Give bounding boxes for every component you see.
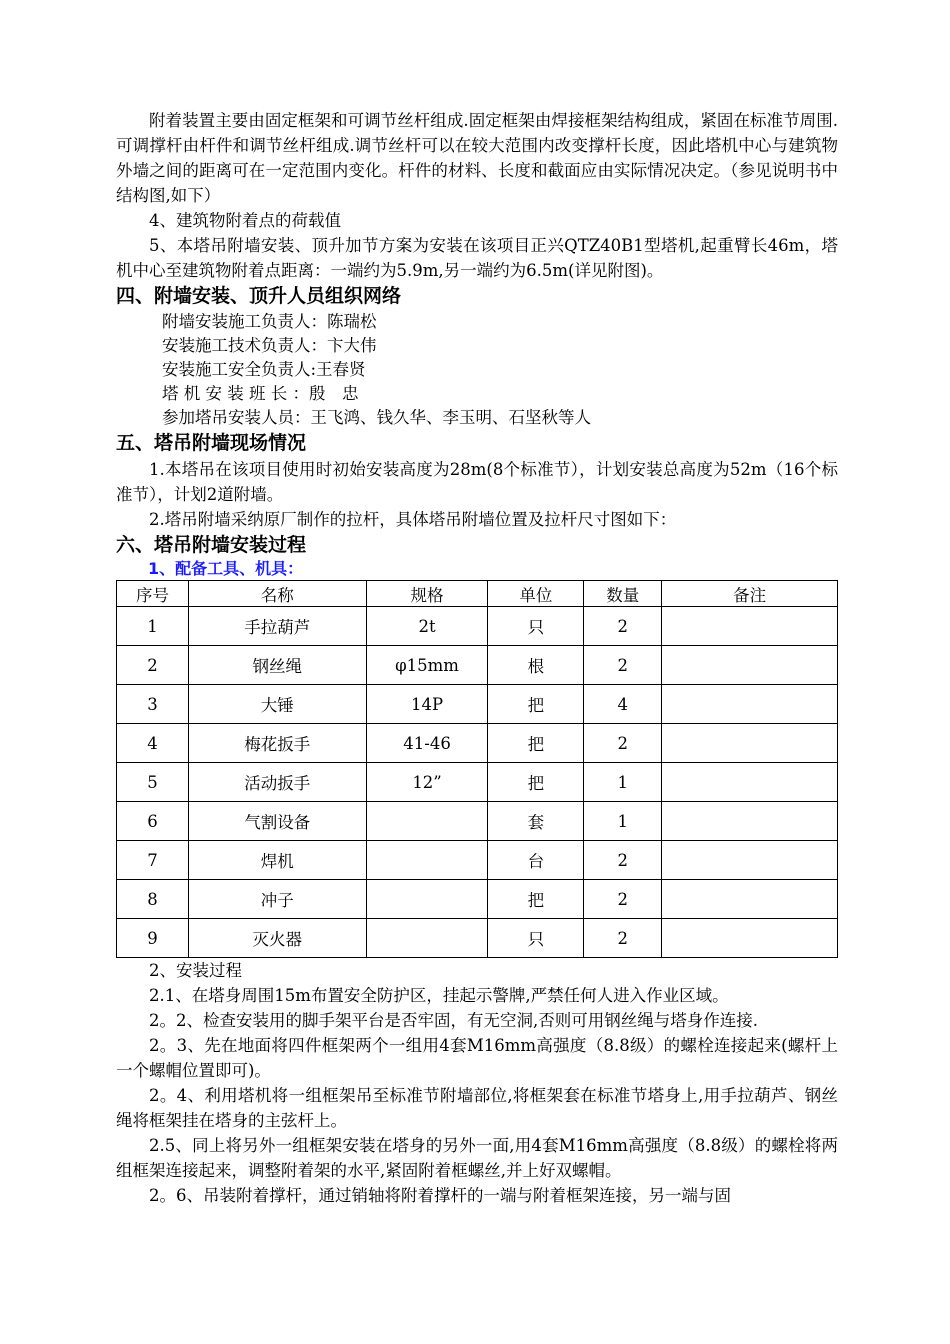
intro-paragraph: 附着装置主要由固定框架和可调节丝杆组成.固定框架由焊接框架结构组成，紧固在标准节周围.可调撑杆由杆件和调节丝杆组成.调节丝杆可以在较大范围内改变撑杆长度，因此塔机中心与建筑物外墙之间的距离可在一定范围内变化。杆件的材料、长度和截面应由实际情况决定。（参见说明书中结构图,如下） [116,111,838,205]
table-cell: 大锤 [188,685,366,724]
section-6-heading: 六、塔吊附墙安装过程 [116,534,307,556]
table-cell: 钢丝绳 [188,646,366,685]
tools-table [116,580,838,958]
table-row [117,685,838,724]
table-cell [662,646,838,685]
header-cell: 数量 [584,581,662,607]
table-cell: 把 [488,685,584,724]
table-cell: 冲子 [188,880,366,919]
table-cell [366,802,488,841]
section-5-paragraph-1: 1.本塔吊在该项目使用时初始安装高度为28m(8个标准节），计划安装总高度为52m（16个标准节），计划2道附墙。 [116,460,838,504]
table-row [117,880,838,919]
step-paragraph: 2.5、同上将另外一组框架安装在塔身的另外一面,用4套M16mm高强度（8.8级）的螺栓将两组框架连接起来，调整附着架的水平,紧固附着框螺丝,并上好双螺帽。 [116,1136,838,1180]
table-cell: 气割设备 [188,802,366,841]
table-cell: 套 [488,802,584,841]
table-cell: 1 [584,802,662,841]
table-row [117,919,838,958]
table-cell: 3 [117,685,189,724]
table-cell: 4 [117,724,189,763]
staff-line: 参加塔吊安装人员：王飞鸿、钱久华、李玉明、石坚秋等人 [162,408,591,427]
step-paragraph: 2。6、吊装附着撑杆，通过销轴将附着撑杆的一端与附着框架连接，另一端与固 [149,1186,731,1205]
table-row [117,802,838,841]
table-cell: 只 [488,919,584,958]
staff-list [116,310,838,430]
staff-line: 附墙安装施工负责人：陈瑞松 [162,312,377,331]
table-cell: 手拉葫芦 [188,607,366,646]
table-cell [366,919,488,958]
table-cell [366,880,488,919]
table-cell: 1 [584,763,662,802]
table-cell: 活动扳手 [188,763,366,802]
table-cell: 14P [366,685,488,724]
table-cell [662,880,838,919]
step-paragraph: 2。2、检查安装用的脚手架平台是否牢固，有无空洞,否则可用钢丝绳与塔身作连接. [149,1011,758,1030]
table-cell: 台 [488,841,584,880]
table-row [117,607,838,646]
table-cell [662,685,838,724]
table-cell: 7 [117,841,189,880]
header-cell: 名称 [188,581,366,607]
table-cell: φ15mm [366,646,488,685]
table-cell: 梅花扳手 [188,724,366,763]
table-cell: 8 [117,880,189,919]
table-row [117,724,838,763]
install-process-heading: 2、安装过程 [149,961,242,980]
staff-line: 安装施工技术负责人：卞大伟 [162,336,377,355]
table-cell: 2t [366,607,488,646]
table-header-row [117,581,838,607]
table-row [117,763,838,802]
step-paragraph: 2。4、利用塔机将一组框架吊至标准节附墙部位,将框架套在标准节塔身上,用手拉葫芦、钢丝绳将框架挂在塔身的主弦杆上。 [116,1086,838,1130]
table-cell [366,841,488,880]
table-cell [662,841,838,880]
tools-subheading: 1、配备工具、机具： [148,559,304,578]
staff-line: 安装施工安全负责人:王春贤 [162,360,366,379]
table-cell: 把 [488,880,584,919]
table-cell: 焊机 [188,841,366,880]
table-row [117,841,838,880]
header-cell: 规格 [366,581,488,607]
header-cell: 单位 [488,581,584,607]
table-cell [662,919,838,958]
table-cell [662,802,838,841]
table-cell [662,724,838,763]
table-cell: 2 [584,919,662,958]
table-cell: 把 [488,724,584,763]
table-cell: 只 [488,607,584,646]
section-5-paragraph-2: 2.塔吊附墙采纳原厂制作的拉杆，具体塔吊附墙位置及拉杆尺寸图如下： [149,510,677,529]
table-cell: 5 [117,763,189,802]
table-row [117,646,838,685]
document-page [116,108,838,1208]
table-cell: 9 [117,919,189,958]
table-cell: 把 [488,763,584,802]
table-cell: 2 [584,841,662,880]
header-cell: 序号 [117,581,189,607]
table-cell: 2 [117,646,189,685]
item-4: 4、建筑物附着点的荷载值 [149,211,341,230]
table-cell: 6 [117,802,189,841]
table-cell [662,607,838,646]
table-cell: 灭火器 [188,919,366,958]
step-paragraph: 2.1、在塔身周围15m布置安全防护区，挂起示警牌,严禁任何人进入作业区域。 [149,986,729,1005]
table-cell: 根 [488,646,584,685]
table-cell: 2 [584,880,662,919]
item-5: 5、本塔吊附墙安装、顶升加节方案为安装在该项目正兴QTZ40B1型塔机,起重臂长46m，塔机中心至建筑物附着点距离：一端约为5.9m,另一端约为6.5m(详见附图)。 [116,236,838,280]
table-cell: 2 [584,607,662,646]
table-cell [662,763,838,802]
table-cell: 41-46 [366,724,488,763]
table-cell: 1 [117,607,189,646]
table-cell: 2 [584,724,662,763]
step-paragraph: 2。3、先在地面将四件框架两个一组用4套M16mm高强度（8.8级）的螺栓连接起来(螺杆上一个螺帽位置即可)。 [116,1036,838,1080]
section-4-heading: 四、附墙安装、顶升人员组织网络 [116,285,402,307]
table-cell: 4 [584,685,662,724]
table-cell: 2 [584,646,662,685]
table-cell: 12” [366,763,488,802]
staff-line: 塔 机 安 装 班 长 ：殷 忠 [162,384,359,403]
header-cell: 备注 [662,581,838,607]
section-5-heading: 五、塔吊附墙现场情况 [116,432,307,454]
